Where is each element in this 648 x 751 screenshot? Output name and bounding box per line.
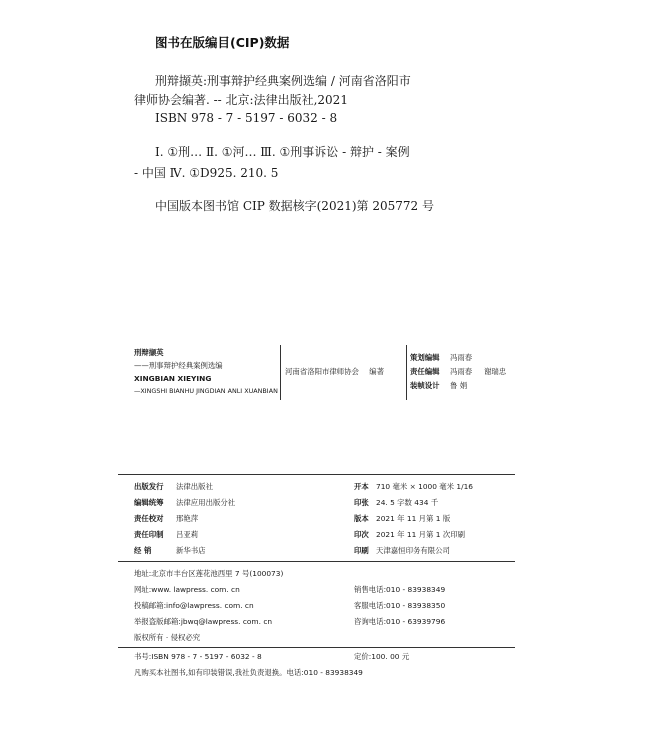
divider-horizontal <box>118 647 515 648</box>
pub-info-value: 法律应用出版分社 <box>176 498 236 507</box>
contact-submission-email: 投稿邮箱:info@lawpress. com. cn <box>134 601 254 610</box>
contact-website: 网址:www. lawpress. com. cn <box>134 585 240 594</box>
spec-row <box>354 545 450 556</box>
cip-line-classification-cont: - 中国 Ⅳ. ①D925. 210. 5 <box>134 166 279 180</box>
cip-line-record-number: 中国版本图书馆 CIP 数据核字(2021)第 205772 号 <box>155 199 434 213</box>
author-role: 编著 <box>369 367 385 376</box>
pub-info-row <box>134 481 213 492</box>
role-planning-editor <box>410 352 473 363</box>
divider-horizontal <box>118 561 515 562</box>
contact-service-phone: 客服电话:010 - 83938350 <box>354 601 446 610</box>
spec-label: 版本 <box>354 514 369 523</box>
spec-label: 开本 <box>354 482 369 491</box>
pub-info-row <box>134 497 235 508</box>
contact-address: 地址:北京市丰台区莲花池西里 7 号(100073) <box>134 569 284 578</box>
contact-sales-phone: 销售电话:010 - 83938349 <box>354 585 446 594</box>
cip-heading: 图书在版编目(CIP)数据 <box>155 35 290 50</box>
role-name: 谢瑞忠 <box>484 367 507 376</box>
contact-report-email: 举报盗版邮箱:jbwq@lawpress. com. cn <box>134 617 273 626</box>
spec-row <box>354 497 438 508</box>
book-isbn: 书号:ISBN 978 - 7 - 5197 - 6032 - 8 <box>134 652 262 661</box>
role-name: 冯雨春 <box>450 367 473 376</box>
spec-row <box>354 513 450 524</box>
divider-vertical <box>280 345 281 400</box>
spec-row <box>354 481 473 492</box>
role-label: 策划编辑 <box>410 353 440 362</box>
spec-value: 2021 年 11 月第 1 次印刷 <box>376 530 466 539</box>
divider-vertical <box>406 345 407 400</box>
pub-info-value: 邢艳萍 <box>176 514 199 523</box>
book-title: 刑辩撷英 <box>134 348 164 357</box>
return-notice: 凡购买本社图书,如有印装错误,我社负责退换。电话:010 - 83938349 <box>134 668 363 677</box>
pub-info-value: 吕亚莉 <box>176 530 199 539</box>
contact-inquiry-phone: 咨询电话:010 - 63939796 <box>354 617 446 626</box>
spec-value: 天津嘉恒印务有限公司 <box>376 546 450 555</box>
pub-info-label: 责任印制 <box>134 530 164 539</box>
book-subtitle: ——刑事辩护经典案例选编 <box>134 361 223 370</box>
spec-label: 印张 <box>354 498 369 507</box>
author-name: 河南省洛阳市律师协会 <box>285 367 359 376</box>
role-design <box>410 380 468 391</box>
pinyin-title: XINGBIAN XIEYING <box>134 374 212 383</box>
pub-info-label: 编辑统筹 <box>134 498 164 507</box>
spec-label: 印刷 <box>354 546 369 555</box>
pub-info-value: 新华书店 <box>176 546 206 555</box>
book-price: 定价:100. 00 元 <box>354 652 410 661</box>
cip-line-isbn: ISBN 978 - 7 - 5197 - 6032 - 8 <box>155 111 338 125</box>
spec-label: 印次 <box>354 530 369 539</box>
role-name: 冯雨春 <box>450 353 473 362</box>
cip-line-title: 刑辩撷英:刑事辩护经典案例选编 / 河南省洛阳市 <box>155 74 411 88</box>
spec-value: 710 毫米 × 1000 毫米 1/16 <box>376 482 474 491</box>
spec-row <box>354 529 465 540</box>
pub-info-row <box>134 545 206 556</box>
author <box>285 366 384 377</box>
role-label: 装帧设计 <box>410 381 440 390</box>
pub-info-label: 出版发行 <box>134 482 164 491</box>
pub-info-row <box>134 513 198 524</box>
pub-info-label: 经 销 <box>134 546 152 555</box>
divider-horizontal <box>118 474 515 475</box>
copyright-notice: 版权所有 · 侵权必究 <box>134 633 201 642</box>
spec-value: 2021 年 11 月第 1 版 <box>376 514 451 523</box>
role-name: 鲁 娟 <box>450 381 468 390</box>
cip-line-publisher: 律师协会编著. -- 北京:法律出版社,2021 <box>134 93 348 107</box>
cip-line-classification: Ⅰ. ①刑… Ⅱ. ①河… Ⅲ. ①刑事诉讼 - 辩护 - 案例 <box>155 145 410 159</box>
pub-info-value: 法律出版社 <box>176 482 213 491</box>
pub-info-row <box>134 529 198 540</box>
pinyin-subtitle: —XINGSHI BIANHU JINGDIAN ANLI XUANBIAN <box>134 387 278 395</box>
pub-info-label: 责任校对 <box>134 514 164 523</box>
role-responsible-editor <box>410 366 507 377</box>
spec-value: 24. 5 字数 434 千 <box>376 498 439 507</box>
role-label: 责任编辑 <box>410 367 440 376</box>
